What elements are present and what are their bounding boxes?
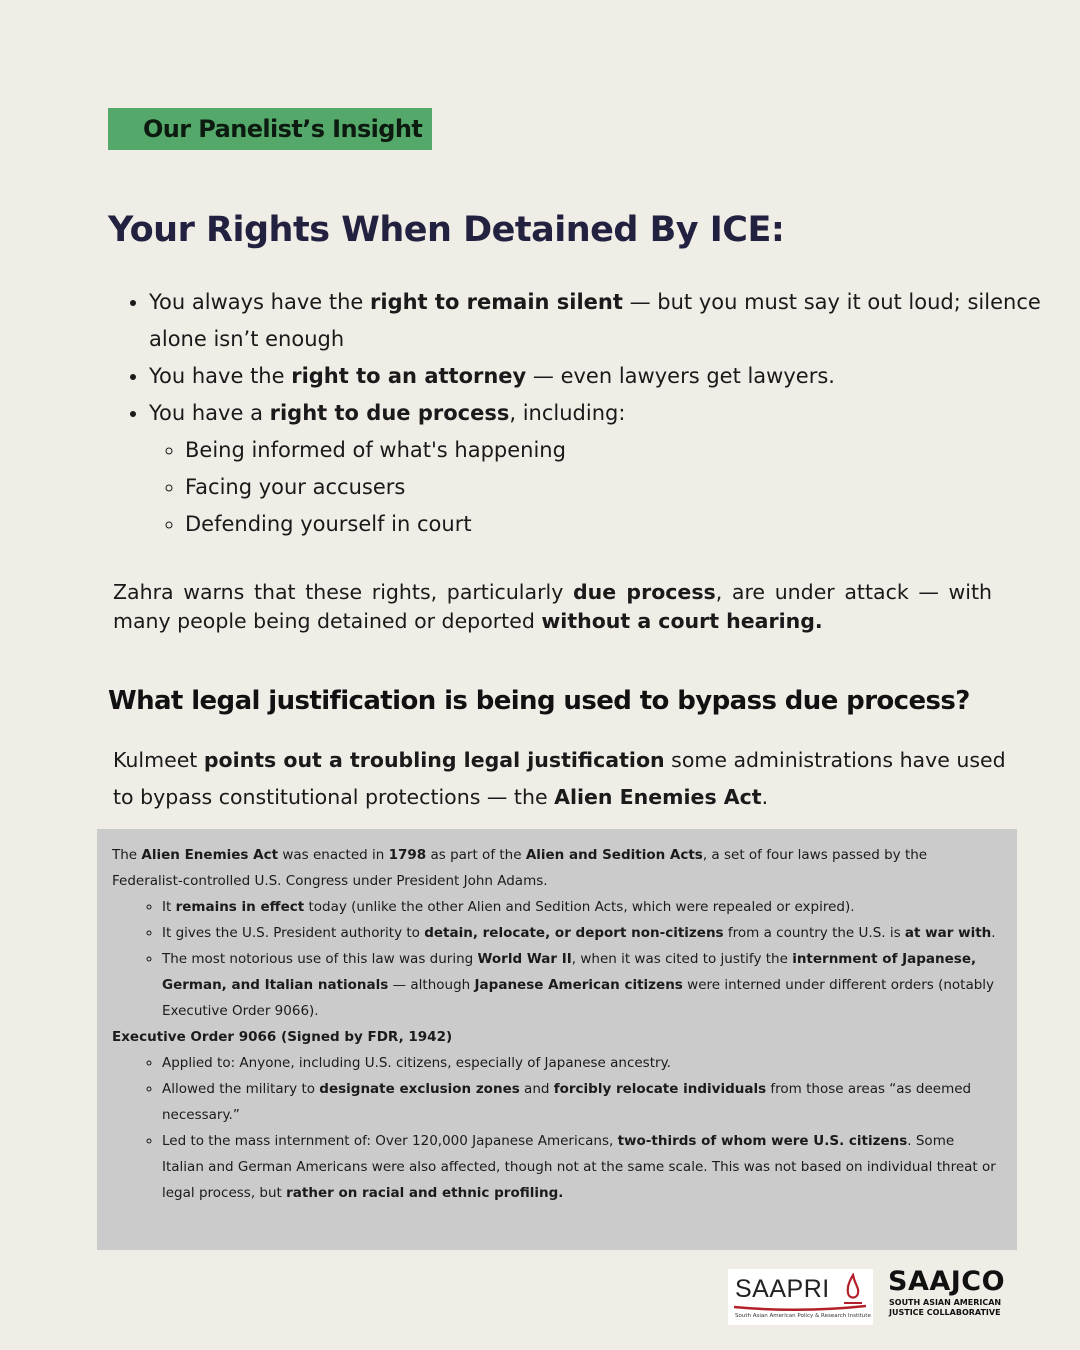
text: some administrations have used to bypass constitutional protections — the	[113, 748, 1006, 809]
list-item	[149, 358, 1049, 395]
alien-enemies-act-info-box	[97, 829, 1017, 1250]
emphasis: Alien Enemies Act	[554, 785, 762, 809]
emphasis: at war with	[904, 925, 992, 941]
emphasis: Alien Enemies Act	[141, 847, 279, 863]
saajco-tagline: SOUTH ASIAN AMERICAN JUSTICE COLLABORATIVE	[889, 1298, 1002, 1317]
emphasis: 1798	[388, 847, 427, 863]
text: — but you must say it out loud; silence alone isn’t enough	[149, 290, 1041, 351]
text: The	[112, 847, 142, 863]
emphasis: remains in effect	[175, 899, 305, 915]
emphasis: detain, relocate, or deport non-citizens	[424, 925, 724, 941]
eo-details-list	[112, 1050, 999, 1206]
rights-list	[108, 284, 1049, 543]
flame-icon	[840, 1273, 866, 1305]
emphasis: right to due process	[269, 401, 510, 425]
text: It	[162, 899, 176, 915]
due-process-sublist	[149, 432, 1049, 543]
emphasis: internment of Japanese, German, and Italian nationals	[162, 951, 977, 993]
text: You have the	[149, 364, 292, 388]
partner-logos	[728, 1266, 1006, 1328]
text: — even lawyers get lawyers.	[526, 364, 835, 388]
section-heading: What legal justification is being used to bypass due process?	[108, 686, 970, 716]
text: Zahra warns that these rights, particularly	[113, 580, 573, 604]
text: as part of the	[426, 847, 526, 863]
emphasis: forcibly relocate individuals	[553, 1081, 767, 1097]
saapri-tagline: South Asian American Policy & Research Institute	[735, 1313, 871, 1319]
emphasis: two-thirds of whom were U.S. citizens	[617, 1133, 908, 1149]
emphasis: points out a troubling legal justification	[203, 748, 665, 772]
text: from a country the U.S. is	[723, 925, 905, 941]
text: .	[761, 785, 769, 809]
list-item	[162, 920, 999, 946]
text: The most notorious use of this law was during	[162, 951, 478, 967]
list-item	[149, 395, 1049, 543]
text: and	[519, 1081, 554, 1097]
text: .	[991, 925, 996, 941]
warning-paragraph	[113, 578, 992, 636]
text: , when it was cited to justify the	[571, 951, 793, 967]
list-item	[162, 1076, 999, 1128]
act-details-list	[112, 894, 999, 1024]
list-item	[162, 946, 999, 1024]
emphasis: right to an attorney	[291, 364, 527, 388]
emphasis: designate exclusion zones	[319, 1081, 520, 1097]
list-item	[162, 1128, 999, 1206]
list-item	[162, 894, 999, 920]
text: Kulmeet	[113, 748, 204, 772]
text: You always have the	[149, 290, 371, 314]
justification-paragraph	[113, 742, 1008, 816]
text: You have a	[149, 401, 270, 425]
emphasis: Japanese American citizens	[474, 977, 683, 993]
list-item: ◦ Being informed of what's happening	[185, 432, 1049, 469]
emphasis: without a court hearing.	[541, 609, 823, 633]
text: Allowed the military to	[162, 1081, 320, 1097]
box-intro	[112, 842, 999, 894]
emphasis: Alien and Sedition Acts	[525, 847, 703, 863]
text: , including:	[509, 401, 626, 425]
list-item	[149, 284, 1049, 358]
list-item: ◦ Applied to: Anyone, including U.S. citizens, especially of Japanese ancestry.	[162, 1050, 999, 1076]
emphasis: right to remain silent	[370, 290, 623, 314]
emphasis: due process	[572, 580, 716, 604]
text: from those areas “as deemed necessary.”	[162, 1081, 972, 1123]
text: It gives the U.S. President authority to	[162, 925, 425, 941]
list-item: ◦ Facing your accusers	[185, 469, 1049, 506]
text: , a set of four laws passed by the Federalist-controlled U.S. Congress under President John Adams.	[112, 847, 928, 889]
eo-heading	[112, 1024, 999, 1050]
saajco-wordmark: SAAJCO	[888, 1266, 1006, 1297]
text: today (unlike the other Alien and Sedition Acts, which were repealed or expired).	[304, 899, 855, 915]
emphasis: rather on racial and ethnic profiling.	[286, 1185, 564, 1201]
saapri-wordmark: SAAPRI	[735, 1275, 830, 1303]
page-title: Your Rights When Detained By ICE:	[108, 210, 785, 250]
text: , are under attack — with many people being detained or deported	[113, 580, 992, 633]
text: were interned under different orders (notably Executive Order 9066).	[162, 977, 995, 1019]
section-tag	[108, 108, 432, 150]
text: . Some Italian and German Americans were also affected, though not at the same scale. This was not based on individual threat or legal process, but	[162, 1133, 996, 1201]
swoosh-icon	[734, 1304, 866, 1312]
emphasis: Executive Order 9066 (Signed by FDR, 1942)	[112, 1029, 453, 1045]
saapri-logo	[728, 1269, 873, 1325]
text: Led to the mass internment of: Over 120,000 Japanese Americans,	[162, 1133, 618, 1149]
list-item: ◦ Defending yourself in court	[185, 506, 1049, 543]
text: — although	[388, 977, 475, 993]
section-tag-label: Our Panelist’s Insight	[143, 115, 423, 143]
emphasis: World War II	[477, 951, 572, 967]
text: was enacted in	[278, 847, 389, 863]
